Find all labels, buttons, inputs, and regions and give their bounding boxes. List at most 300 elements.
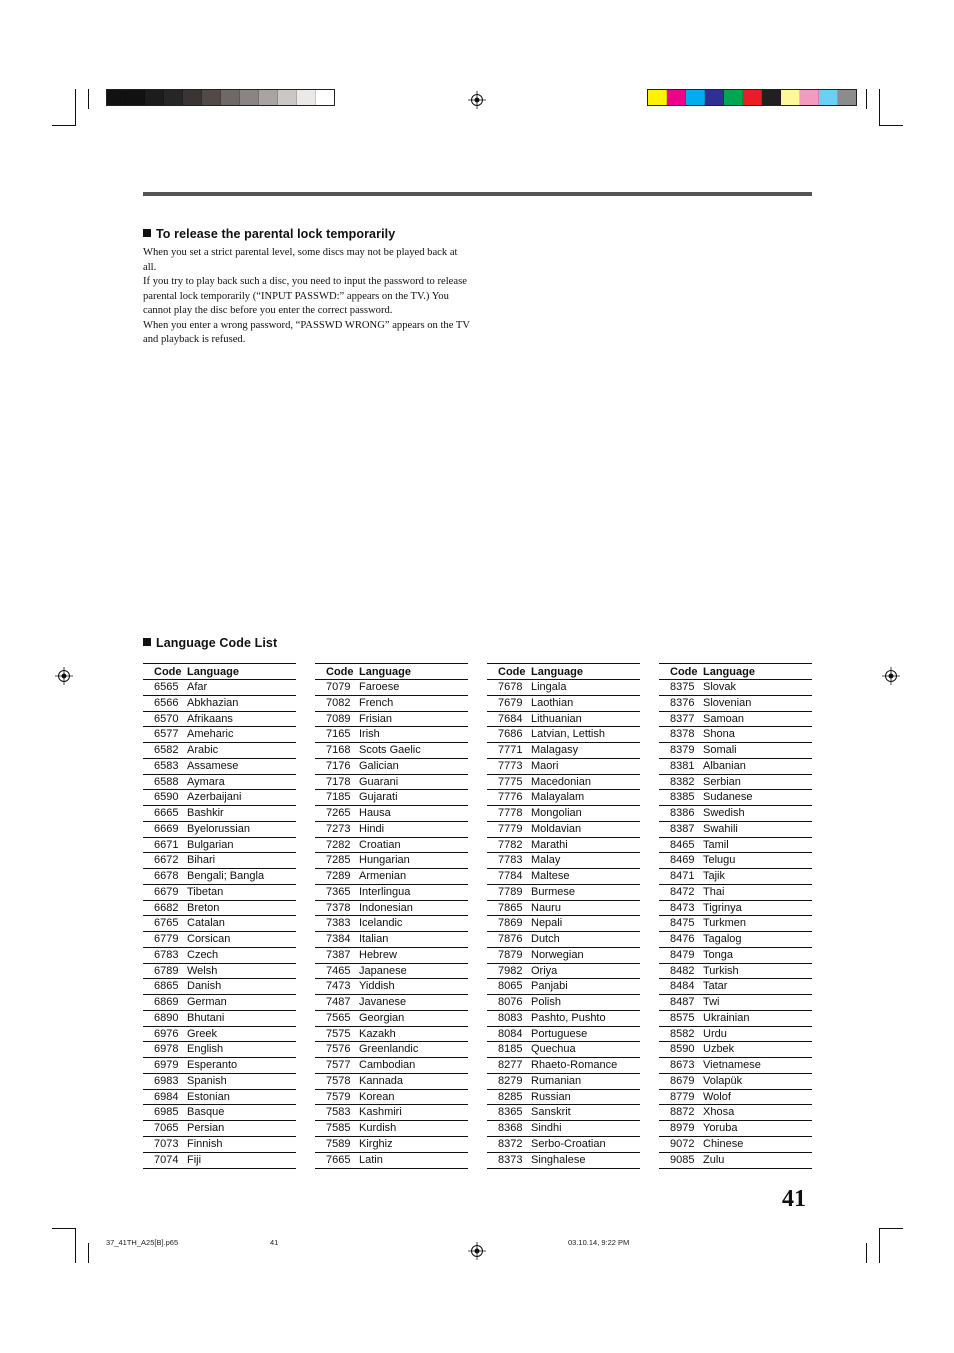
table-row xyxy=(659,948,812,964)
table-row xyxy=(659,838,812,854)
language-code: 8083 xyxy=(498,1011,523,1024)
language-name: Kazakh xyxy=(359,1027,396,1040)
language-name: Frisian xyxy=(359,712,393,725)
table-row xyxy=(487,916,640,932)
table-row xyxy=(315,995,468,1011)
language-code: 7082 xyxy=(326,696,351,709)
language-name: Czech xyxy=(187,948,219,961)
table-row xyxy=(487,932,640,948)
table-row xyxy=(315,1153,468,1169)
language-name: Tatar xyxy=(703,980,728,993)
code-header: Code xyxy=(326,666,354,678)
language-code: 8279 xyxy=(498,1074,523,1087)
language-code: 7487 xyxy=(326,996,351,1008)
footer-timestamp: 03.10.14, 9:22 PM xyxy=(568,1238,630,1247)
language-name: Norwegian xyxy=(531,948,584,961)
language-code-table-4 xyxy=(659,663,812,1169)
table-row xyxy=(487,1090,640,1106)
language-code: 6789 xyxy=(154,964,179,977)
language-name: Malay xyxy=(531,854,561,867)
language-code: 8285 xyxy=(498,1090,523,1103)
table-row xyxy=(659,1042,812,1058)
language-code: 8475 xyxy=(670,917,695,930)
language-code: 7778 xyxy=(498,807,523,819)
language-name: Dutch xyxy=(531,933,560,945)
language-code: 8472 xyxy=(670,885,695,898)
language-name: Ameharic xyxy=(187,728,234,741)
calibration-swatch xyxy=(183,90,202,105)
table-row xyxy=(315,979,468,995)
language-code: 8386 xyxy=(670,807,695,819)
language-code: 6577 xyxy=(154,728,179,741)
language-name: Malagasy xyxy=(531,744,579,756)
language-name: Danish xyxy=(187,980,222,993)
language-name: Korean xyxy=(359,1090,395,1103)
language-code-table-3 xyxy=(487,663,640,1169)
table-row xyxy=(487,885,640,901)
language-name: Turkish xyxy=(703,964,739,977)
table-row xyxy=(315,790,468,806)
table-row xyxy=(143,1090,296,1106)
table-row xyxy=(487,1011,640,1027)
table-row xyxy=(659,1074,812,1090)
language-code: 7583 xyxy=(326,1106,351,1119)
language-code: 7773 xyxy=(498,759,523,772)
crop-mark xyxy=(88,89,89,109)
table-row xyxy=(315,727,468,743)
language-code: 6765 xyxy=(154,917,179,930)
table-row xyxy=(315,1090,468,1106)
language-name: Icelandic xyxy=(359,917,403,930)
table-row xyxy=(143,680,296,696)
language-code: 7165 xyxy=(326,728,351,741)
language-code: 8375 xyxy=(670,681,695,693)
language-code: 7579 xyxy=(326,1090,351,1103)
table-row xyxy=(659,995,812,1011)
language-code: 6678 xyxy=(154,870,179,882)
language-name: Catalan xyxy=(187,917,225,930)
language-code: 7168 xyxy=(326,744,351,756)
calibration-swatch xyxy=(781,90,800,105)
table-row xyxy=(487,743,640,759)
calibration-swatch xyxy=(297,90,316,105)
language-name: Volapük xyxy=(703,1074,743,1087)
table-row xyxy=(659,1137,812,1153)
language-code: 7589 xyxy=(326,1137,351,1150)
language-name: Finnish xyxy=(187,1137,223,1150)
language-name: Uzbek xyxy=(703,1043,735,1056)
calibration-swatch xyxy=(762,90,781,105)
table-row xyxy=(659,853,812,869)
parental-lock-heading xyxy=(143,227,395,241)
language-code: 8473 xyxy=(670,901,695,914)
language-name: Aymara xyxy=(187,775,225,788)
language-code: 6590 xyxy=(154,791,179,804)
table-row xyxy=(315,885,468,901)
calibration-swatch xyxy=(800,90,819,105)
language-name: Latin xyxy=(359,1153,383,1166)
language-code: 7684 xyxy=(498,712,523,725)
table-row xyxy=(659,979,812,995)
language-code: 6565 xyxy=(154,681,179,693)
table-row xyxy=(315,822,468,838)
language-code: 6984 xyxy=(154,1090,179,1103)
language-code: 8469 xyxy=(670,854,695,867)
paragraph: When you set a strict parental level, some discs may not be played back at all. xyxy=(143,247,458,273)
language-code: 8373 xyxy=(498,1153,523,1166)
language-code: 8377 xyxy=(670,712,695,725)
language-name: Armenian xyxy=(359,870,407,882)
code-header: Code xyxy=(154,666,182,678)
table-row xyxy=(143,712,296,728)
language-code: 7686 xyxy=(498,728,523,741)
language-code: 7585 xyxy=(326,1122,351,1134)
table-row xyxy=(315,775,468,791)
table-row xyxy=(487,1121,640,1137)
table-row xyxy=(487,869,640,885)
language-name: Rumanian xyxy=(531,1074,582,1087)
language-code: 6679 xyxy=(154,885,179,898)
bullet-square-icon xyxy=(143,229,151,237)
language-name: Kashmiri xyxy=(359,1106,402,1119)
language-code: 8465 xyxy=(670,838,695,851)
calibration-swatch xyxy=(145,90,164,105)
language-code: 8484 xyxy=(670,980,695,993)
table-row xyxy=(315,901,468,917)
table-row xyxy=(659,901,812,917)
language-code: 8872 xyxy=(670,1106,695,1119)
language-name: Rhaeto-Romance xyxy=(531,1059,618,1071)
language-header: Language xyxy=(359,666,411,678)
registration-target-icon xyxy=(882,667,900,685)
language-name: Bihari xyxy=(187,854,216,867)
calibration-swatch xyxy=(838,90,856,105)
table-row xyxy=(659,1153,812,1169)
language-code: 6671 xyxy=(154,838,179,851)
language-code: 7879 xyxy=(498,948,523,961)
language-code: 6869 xyxy=(154,996,179,1008)
table-row xyxy=(487,1042,640,1058)
language-name: Xhosa xyxy=(703,1106,735,1119)
language-name: Serbian xyxy=(703,775,741,788)
language-name: Maori xyxy=(531,759,559,772)
table-row xyxy=(659,806,812,822)
language-code: 7273 xyxy=(326,822,351,835)
calibration-swatch xyxy=(126,90,145,105)
language-name: Laothian xyxy=(531,696,574,709)
table-row xyxy=(487,759,640,775)
language-name: Ukrainian xyxy=(703,1011,750,1024)
language-code: 6566 xyxy=(154,696,179,709)
table-row xyxy=(143,901,296,917)
crop-mark xyxy=(52,1228,75,1229)
language-code: 6890 xyxy=(154,1011,179,1024)
table-row xyxy=(659,964,812,980)
table-row xyxy=(143,759,296,775)
language-name: Guarani xyxy=(359,775,399,788)
language-name: Samoan xyxy=(703,712,744,725)
calibration-swatch xyxy=(278,90,297,105)
table-row xyxy=(659,1027,812,1043)
language-code: 7079 xyxy=(326,681,351,693)
language-name: Maltese xyxy=(531,870,570,882)
language-code: 8779 xyxy=(670,1090,695,1103)
language-name: Twi xyxy=(703,996,720,1008)
table-row xyxy=(315,1042,468,1058)
language-name: Bengali; Bangla xyxy=(187,870,265,882)
language-name: Singhalese xyxy=(531,1153,586,1166)
table-row xyxy=(143,822,296,838)
crop-mark xyxy=(75,1228,76,1263)
table-row xyxy=(143,853,296,869)
language-name: Byelorussian xyxy=(187,822,250,835)
table-row xyxy=(315,916,468,932)
language-name: Mongolian xyxy=(531,807,582,819)
language-name: Swedish xyxy=(703,807,745,819)
language-name: Serbo-Croatian xyxy=(531,1137,606,1150)
language-name: Portuguese xyxy=(531,1027,588,1040)
language-name: Hindi xyxy=(359,822,385,835)
language-code: 6583 xyxy=(154,759,179,772)
language-name: Abkhazian xyxy=(187,696,239,709)
language-code: 7783 xyxy=(498,854,523,867)
language-name: Telugu xyxy=(703,854,736,867)
parental-lock-heading-text: To release the parental lock temporarily xyxy=(156,227,396,241)
table-row xyxy=(315,869,468,885)
page-number: 41 xyxy=(782,1186,806,1212)
table-row xyxy=(315,743,468,759)
language-name: Esperanto xyxy=(187,1059,238,1071)
language-code: 7176 xyxy=(326,759,351,772)
table-row xyxy=(315,759,468,775)
language-code: 7074 xyxy=(154,1153,179,1166)
table-row xyxy=(487,1058,640,1074)
language-code: 9085 xyxy=(670,1153,695,1166)
language-code: 6665 xyxy=(154,807,179,819)
footer-page: 41 xyxy=(270,1238,279,1247)
footer-filename: 37_41TH_A25[B].p65 xyxy=(106,1238,179,1247)
language-code: 7789 xyxy=(498,885,523,898)
language-name: Tonga xyxy=(703,948,733,961)
language-name: Tigrinya xyxy=(703,901,742,914)
language-header: Language xyxy=(703,666,755,678)
language-name: Lithuanian xyxy=(531,712,582,725)
language-name: Hausa xyxy=(359,807,391,819)
language-name: Tamil xyxy=(703,838,729,851)
language-code: 8673 xyxy=(670,1059,695,1071)
table-row xyxy=(487,1105,640,1121)
table-header xyxy=(487,664,640,680)
language-code: 7776 xyxy=(498,791,523,804)
table-row xyxy=(487,964,640,980)
language-name: Urdu xyxy=(703,1027,727,1040)
language-code: 8084 xyxy=(498,1027,523,1040)
table-row xyxy=(143,1121,296,1137)
table-row xyxy=(659,712,812,728)
language-code: 7185 xyxy=(326,791,351,804)
table-row xyxy=(487,775,640,791)
crop-mark xyxy=(52,125,75,126)
table-row xyxy=(143,1153,296,1169)
table-row xyxy=(143,1058,296,1074)
table-row xyxy=(143,790,296,806)
calibration-swatch xyxy=(667,90,686,105)
language-code: 6588 xyxy=(154,775,179,788)
table-row xyxy=(315,1121,468,1137)
table-row xyxy=(143,1105,296,1121)
table-row xyxy=(315,1074,468,1090)
language-name: Galician xyxy=(359,759,399,772)
crop-mark xyxy=(879,125,903,126)
paragraph: When you enter a wrong password, “PASSWD WRONG” appears on the TV and playback is refused. xyxy=(143,319,470,345)
language-name: Arabic xyxy=(187,744,219,756)
crop-mark xyxy=(879,89,880,126)
language-name: Chinese xyxy=(703,1137,744,1150)
language-code: 6983 xyxy=(154,1074,179,1087)
table-row xyxy=(487,790,640,806)
language-code: 7771 xyxy=(498,744,523,756)
table-row xyxy=(487,1153,640,1169)
table-row xyxy=(143,885,296,901)
language-name: Latvian, Lettish xyxy=(531,728,605,741)
table-row xyxy=(143,995,296,1011)
language-code: 7782 xyxy=(498,838,523,851)
language-name: Spanish xyxy=(187,1074,227,1087)
language-code-list-heading xyxy=(143,636,277,650)
language-name: Persian xyxy=(187,1122,225,1134)
language-name: Sindhi xyxy=(531,1122,562,1134)
table-row xyxy=(659,727,812,743)
table-row xyxy=(487,1074,640,1090)
language-code: 7465 xyxy=(326,964,351,977)
registration-target-icon xyxy=(468,91,486,109)
language-name: Irish xyxy=(359,728,380,741)
calibration-swatch xyxy=(724,90,743,105)
language-name: Slovak xyxy=(703,681,737,693)
table-row xyxy=(315,964,468,980)
language-name: Welsh xyxy=(187,964,218,977)
language-code: 6865 xyxy=(154,980,179,993)
table-row xyxy=(143,1137,296,1153)
language-code: 6582 xyxy=(154,744,179,756)
table-row xyxy=(143,1027,296,1043)
table-row xyxy=(315,853,468,869)
table-row xyxy=(315,1137,468,1153)
language-name: French xyxy=(359,696,394,709)
table-row xyxy=(659,1121,812,1137)
language-code: 7876 xyxy=(498,933,523,945)
table-row xyxy=(659,696,812,712)
calibration-swatch xyxy=(316,90,334,105)
table-row xyxy=(143,743,296,759)
table-row xyxy=(143,727,296,743)
language-code: 7869 xyxy=(498,917,523,930)
calibration-swatch xyxy=(259,90,278,105)
table-row xyxy=(659,916,812,932)
crop-mark xyxy=(866,89,867,109)
language-name: Turkmen xyxy=(703,917,746,930)
language-name: Kurdish xyxy=(359,1122,397,1134)
table-row xyxy=(487,822,640,838)
language-code: 8277 xyxy=(498,1059,523,1071)
language-name: Sanskrit xyxy=(531,1106,571,1119)
language-name: Greenlandic xyxy=(359,1043,419,1056)
language-code: 7678 xyxy=(498,681,523,693)
language-code: 6682 xyxy=(154,901,179,914)
table-row xyxy=(487,727,640,743)
section-divider xyxy=(143,192,812,196)
language-code: 6976 xyxy=(154,1027,179,1040)
language-name: Scots Gaelic xyxy=(359,744,421,756)
language-code: 8590 xyxy=(670,1043,695,1056)
language-code: 6979 xyxy=(154,1059,179,1071)
table-row xyxy=(143,948,296,964)
language-code: 8065 xyxy=(498,980,523,993)
language-name: Indonesian xyxy=(359,901,413,914)
crop-mark xyxy=(879,1228,880,1263)
language-name: Marathi xyxy=(531,838,568,851)
language-name: Lingala xyxy=(531,681,567,693)
language-name: Greek xyxy=(187,1027,217,1040)
language-code: 8185 xyxy=(498,1043,523,1056)
language-code: 8372 xyxy=(498,1137,523,1150)
language-name: Yoruba xyxy=(703,1122,738,1134)
calibration-swatch xyxy=(743,90,762,105)
crop-mark xyxy=(879,1228,903,1229)
table-header xyxy=(315,664,468,680)
table-header xyxy=(143,664,296,680)
language-code: 8487 xyxy=(670,996,695,1008)
language-name: Assamese xyxy=(187,759,239,772)
table-row xyxy=(143,775,296,791)
registration-target-icon xyxy=(468,1242,486,1260)
language-code: 8979 xyxy=(670,1122,695,1134)
language-code: 7982 xyxy=(498,964,523,977)
language-code: 7384 xyxy=(326,933,351,945)
language-code: 8379 xyxy=(670,744,695,756)
language-name: Hebrew xyxy=(359,948,397,961)
language-code: 8376 xyxy=(670,696,695,709)
crop-mark xyxy=(75,89,76,126)
language-code: 9072 xyxy=(670,1137,695,1150)
table-row xyxy=(143,696,296,712)
table-row xyxy=(143,806,296,822)
language-name: Burmese xyxy=(531,885,576,898)
registration-target-icon xyxy=(55,667,73,685)
language-code: 7065 xyxy=(154,1122,179,1134)
language-name: Japanese xyxy=(359,964,407,977)
language-code-table-2 xyxy=(315,663,468,1169)
parental-lock-body xyxy=(143,246,473,348)
language-name: Azerbaijani xyxy=(187,791,242,804)
language-name: Nepali xyxy=(531,917,563,930)
table-row xyxy=(315,838,468,854)
table-row xyxy=(487,712,640,728)
language-name: Slovenian xyxy=(703,696,752,709)
paragraph: If you try to play back such a disc, you need to input the password to release parental lock temporarily (“INPUT PASSWD:” appears on the TV.) You cannot play the disc before you enter the correct password. xyxy=(143,276,467,316)
language-code: 8582 xyxy=(670,1027,695,1040)
table-row xyxy=(143,964,296,980)
crop-mark xyxy=(866,1243,867,1263)
language-code: 6669 xyxy=(154,822,179,835)
table-row xyxy=(143,932,296,948)
language-code: 7289 xyxy=(326,870,351,882)
language-name: Panjabi xyxy=(531,980,568,993)
code-header: Code xyxy=(498,666,526,678)
table-row xyxy=(487,1027,640,1043)
language-name: Swahili xyxy=(703,822,738,835)
table-row xyxy=(659,775,812,791)
